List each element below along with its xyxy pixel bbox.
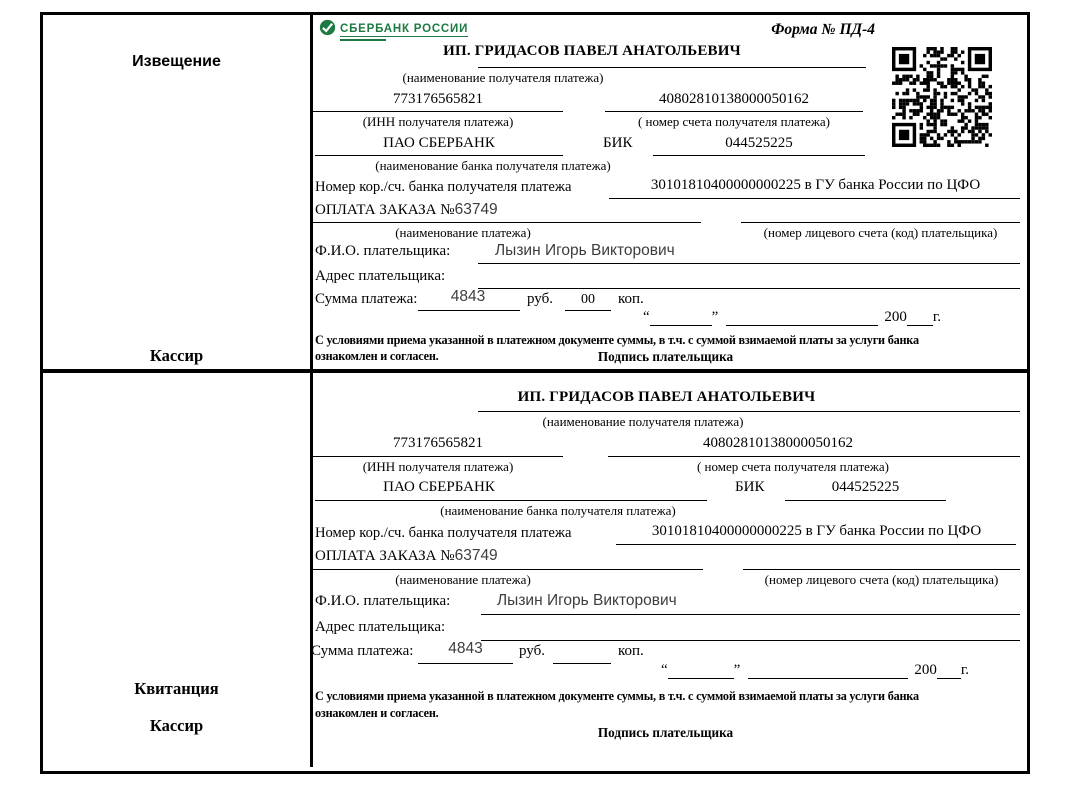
- sberbank-logo: [319, 19, 468, 41]
- bank-name-underline: [315, 155, 563, 156]
- payment-name-prefix: ОПЛАТА ЗАКАЗА №: [315, 202, 455, 218]
- corr-account-value: 30101810400000000225 в ГУ банка России по ЦФО: [651, 523, 982, 539]
- notice-section: [43, 15, 1027, 373]
- amount-label: Сумма платежа:: [311, 643, 414, 659]
- kop-label: коп.: [618, 291, 644, 307]
- sberbank-logo-subline: [340, 39, 386, 41]
- agreement-line1: С условиями приема указанной в платежном документе суммы, в т.ч. с суммой взимаемой платы за услуги банка: [315, 689, 919, 703]
- sberbank-logo-text: СБЕРБАНК РОССИИ: [340, 23, 469, 35]
- notice-body: [313, 15, 1027, 369]
- recipient-name: ИП. ГРИДАСОВ ПАВЕЛ АНАТОЛЬЕВИЧ: [443, 43, 741, 59]
- agreement-line2: ознакомлен и согласен.: [315, 706, 439, 720]
- receipt-cashier-label: Кассир: [149, 716, 204, 735]
- payer-account-underline: [743, 569, 1020, 570]
- address-underline: [481, 640, 1020, 641]
- address-label: Адрес плательщика:: [315, 619, 446, 635]
- rub-label: руб.: [519, 643, 545, 659]
- inn-value: 773176565821: [393, 435, 483, 451]
- payment-name-line: [315, 547, 498, 565]
- date-line: [661, 661, 969, 679]
- amount-rub-value: 4843: [448, 640, 483, 657]
- account-caption: ( номер счета получателя платежа): [696, 459, 890, 474]
- corr-account-underline: [609, 198, 1020, 199]
- bank-name-underline: [315, 500, 707, 501]
- amount-kop-underline: [565, 310, 611, 311]
- date-line: [643, 308, 941, 326]
- order-number: 63749: [454, 547, 498, 564]
- signature-label: Подпись плательщика: [597, 725, 734, 740]
- notice-cashier-label: Кассир: [149, 346, 204, 365]
- amount-rub-underline: [418, 310, 520, 311]
- amount-kop-underline: [553, 663, 611, 664]
- year-prefix: 200: [884, 309, 907, 325]
- bank-name-value: ПАО СБЕРБАНК: [383, 479, 495, 495]
- fio-label: Ф.И.О. плательщика:: [315, 593, 451, 609]
- payer-account-caption: (номер лицевого счета (код) плательщика): [764, 572, 999, 587]
- bank-name-value: ПАО СБЕРБАНК: [383, 135, 495, 151]
- sberbank-check-icon: [319, 19, 336, 41]
- quote-open: “: [643, 309, 650, 325]
- year-prefix: 200: [914, 662, 937, 678]
- year-suffix: г.: [960, 662, 970, 678]
- account-value: 40802810138000050162: [703, 435, 853, 451]
- date-month-underline: [726, 308, 878, 326]
- inn-underline: [313, 111, 563, 112]
- receipt-section: [43, 373, 1027, 767]
- payer-name-value: Лызин Игорь Викторович: [497, 592, 677, 609]
- bik-label: БИК: [735, 479, 765, 495]
- amount-rub-underline: [418, 663, 513, 664]
- receipt-left-cell: [43, 373, 313, 767]
- kop-label: коп.: [618, 643, 644, 659]
- receipt-title: Квитанция: [134, 679, 219, 698]
- payment-name-prefix: ОПЛАТА ЗАКАЗА №: [315, 548, 455, 564]
- year-underline: [907, 308, 933, 326]
- notice-left-cell: [43, 15, 313, 369]
- account-underline: [605, 111, 863, 112]
- payer-account-underline: [741, 222, 1020, 223]
- payment-name-caption: (наименование платежа): [395, 572, 531, 587]
- payment-name-caption: (наименование платежа): [395, 225, 531, 240]
- bank-caption: (наименование банка получателя платежа): [440, 503, 676, 518]
- receipt-body: [313, 373, 1027, 767]
- quote-close: ”: [711, 309, 719, 325]
- agreement-line1: С условиями приема указанной в платежном документе суммы, в т.ч. с суммой взимаемой платы за услуги банка: [315, 333, 919, 347]
- bik-value: 044525225: [725, 135, 793, 151]
- payment-form-pd4: [40, 12, 1030, 774]
- year-underline: [937, 661, 961, 679]
- year-suffix: г.: [932, 309, 942, 325]
- quote-open: “: [661, 662, 668, 678]
- qr-code: [891, 47, 993, 147]
- address-underline: [478, 288, 1020, 289]
- payment-name-line: [315, 201, 498, 219]
- account-underline: [608, 456, 1020, 457]
- corr-account-label: Номер кор./сч. банка получателя платежа: [315, 179, 572, 195]
- order-number: 63749: [454, 201, 498, 218]
- payer-name-underline: [481, 614, 1020, 615]
- recipient-name: ИП. ГРИДАСОВ ПАВЕЛ АНАТОЛЬЕВИЧ: [517, 389, 816, 405]
- signature-label: Подпись плательщика: [597, 349, 734, 364]
- bik-underline: [653, 155, 865, 156]
- quote-close: ”: [733, 662, 741, 678]
- recipient-caption: (наименование получателя платежа): [402, 70, 604, 85]
- payer-account-caption: (номер лицевого счета (код) плательщика): [763, 225, 998, 240]
- bik-underline: [785, 500, 946, 501]
- recipient-caption: (наименование получателя платежа): [542, 414, 744, 429]
- corr-account-value: 30101810400000000225 в ГУ банка России по ЦФО: [650, 177, 981, 193]
- address-label: Адрес плательщика:: [315, 268, 446, 284]
- corr-account-label: Номер кор./сч. банка получателя платежа: [315, 525, 572, 541]
- amount-label: Сумма платежа:: [315, 291, 418, 307]
- notice-title: Извещение: [132, 53, 221, 70]
- payer-name-value: Лызин Игорь Викторович: [495, 242, 675, 259]
- fio-label: Ф.И.О. плательщика:: [315, 243, 451, 259]
- payer-name-underline: [478, 263, 1020, 264]
- inn-underline: [313, 456, 563, 457]
- agreement-line2: ознакомлен и согласен.: [315, 349, 439, 363]
- account-value: 40802810138000050162: [659, 91, 809, 107]
- inn-caption: (ИНН получателя платежа): [362, 459, 514, 474]
- bank-caption: (наименование банка получателя платежа): [375, 158, 611, 173]
- rub-label: руб.: [527, 291, 553, 307]
- date-day-underline: [668, 661, 734, 679]
- date-month-underline: [748, 661, 908, 679]
- date-day-underline: [650, 308, 712, 326]
- corr-account-underline: [616, 544, 1016, 545]
- account-caption: ( номер счета получателя платежа): [637, 114, 831, 129]
- inn-value: 773176565821: [393, 91, 483, 107]
- recipient-underline: [478, 411, 1020, 412]
- payment-name-underline: [313, 222, 701, 223]
- inn-caption: (ИНН получателя платежа): [362, 114, 514, 129]
- form-number-label: Форма № ПД-4: [771, 21, 875, 38]
- recipient-underline: [478, 67, 866, 68]
- bik-label: БИК: [603, 135, 633, 151]
- bik-value: 044525225: [831, 479, 900, 495]
- amount-kop-value: 00: [581, 292, 595, 307]
- amount-rub-value: 4843: [450, 288, 486, 305]
- payment-name-underline: [313, 569, 703, 570]
